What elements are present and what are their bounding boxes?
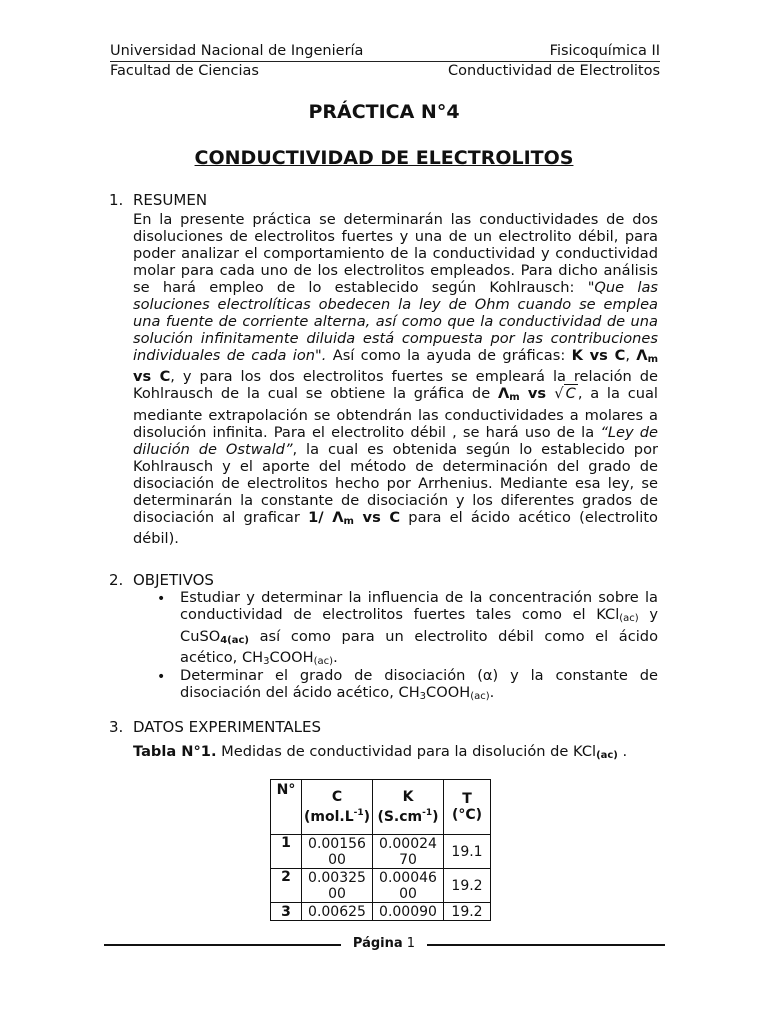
header-concentration: C $(mol.L^{-1})$ — [302, 780, 373, 835]
faculty-name: Facultad de Ciencias — [110, 63, 259, 79]
section-title: DATOS EXPERIMENTALES — [133, 718, 322, 736]
row-number: 1 — [271, 835, 302, 869]
cell-conductivity: 0.00024 70 — [373, 835, 444, 869]
cell-concentration: 0.00325 00 — [302, 869, 373, 903]
cell-temperature: 19.2 — [444, 903, 491, 921]
header-conductivity: K $(S.cm^{-1})$ — [373, 780, 444, 835]
conductivity-table — [270, 779, 491, 921]
university-name: Universidad Nacional de Ingeniería — [110, 43, 364, 59]
section-title: OBJETIVOS — [133, 571, 214, 589]
summary-paragraph: En la presente práctica se determinarán las conductividades de dos disoluciones de electrolitos fuertes y una de un electrolito débil, para poder analizar el comportamiento de la conductividad y conductividad molar para cada uno de los electrolitos empleados. Para dicho análisis se hará empleo de lo establecido según Kohlrausch: "Que las soluciones electrolíticas obedecen la ley de Ohm cuando se emplea una fuente de corriente alterna, así como que la conductividad de una solución infinitamente diluida está compuesta por las contribuciones individuales de cada ion". Así como la ayuda de gráficas: K vs C, $\Lambda_m$ vs C, y para los dos electrolitos fuertes se empleará la relación de Kohlrausch de la cual se obtiene la gráfica de $\Lambda_m$ vs √ C , a la cual mediante extrapolación se obtendrán las conductividades a molares a disolución infinita. Para el electrolito débil , se hará uso de la “Ley de dilución de Ostwald”, la cual es obtenida según lo establecido por Kohlrausch y el aporte del método de determinación del grado de disociación de electrolitos hecho por Arrhenius. Mediante esa ley, se determinarán la constante de disociación y los diferentes grados de disociación al graficar 1/ $\Lambda_m$ vs C para el ácido acético (electrolito débil). — [133, 211, 659, 547]
cell-concentration: 0.00156 00 — [302, 835, 373, 869]
bullet-icon: • — [157, 669, 166, 685]
cell-concentration: 0.00625 — [302, 903, 373, 921]
summary-text-4: , a la cual mediante extrapolación se obtendrán las conductividades a molares a disolución infinita. Para el electrolito débil , se hará uso de la — [133, 385, 658, 441]
objective-item-1: Estudiar y determinar la influencia de la concentración sobre la conductividad de electrolitos fuertes tales como el KCl$_{(ac)}$ y CuSO$_{4(ac)}$ así como para un electrolito débil como el ácido acético, $CH_3COOH_{(ac)}$. — [180, 589, 658, 667]
kohlrausch-quote: "Que las soluciones electrolíticas obedecen la ley de Ohm cuando se emplea una fuente de corriente alterna, así como que la conductividad de una solución infinitamente diluida está compuesta por las contribuciones individuales de cada ion". — [133, 279, 658, 365]
table-row — [271, 869, 491, 903]
section-number: 2. — [109, 571, 124, 589]
header-number: N° — [271, 780, 302, 835]
header-temperature: T (°C) — [444, 780, 491, 835]
summary-text-6: para el ácido acético (electrolito débil). — [133, 508, 658, 547]
course-name: Fisicoquímica II — [549, 43, 660, 59]
section-number: 1. — [109, 191, 124, 209]
footer-page-label: Página — [352, 936, 403, 951]
footer-page-number: 1 — [406, 936, 416, 951]
ostwald-law: “Ley de dilución de Ostwald” — [133, 423, 658, 458]
summary-text-5: , la cual es obtenida según lo establecido por Kohlrausch y el aporte del método de determinación del grado de disociación de electrolitos hecho por Arrhenius. Mediante esa ley, se determinarán la constante de disociación y los diferentes grados de disociación al graficar — [133, 440, 659, 526]
cell-temperature: 19.1 — [444, 835, 491, 869]
page-header-line-2 — [110, 63, 660, 81]
row-number: 3 — [271, 903, 302, 921]
document-title: CONDUCTIVIDAD DE ELECTROLITOS — [194, 147, 574, 169]
graph-inv-lm-vs-c: 1/ $\Lambda_m$ vs C — [308, 508, 401, 527]
section-title: RESUMEN — [133, 191, 208, 209]
table-header-row — [271, 780, 491, 835]
practice-title: PRÁCTICA N°4 — [308, 101, 460, 123]
graph-lm-vs-sqrtc: $\Lambda_m$ vs — [497, 385, 555, 404]
table-row — [271, 903, 491, 921]
table-row — [271, 835, 491, 869]
bullet-icon: • — [157, 591, 166, 607]
summary-text-1: En la presente práctica se determinarán las conductividades de dos disoluciones de electrolitos fuertes y una de un electrolito débil, para poder analizar el comportamiento de la conductividad y conductividad molar para cada uno de los electrolitos empleados. Para dicho análisis se hará empleo de lo establecido según Kohlrausch: — [133, 211, 658, 297]
objective-item-2: Determinar el grado de disociación (α) y la constante de disociación del ácido acético, $CH_3COOH_{(ac)}$. — [180, 667, 658, 703]
summary-text-3: , y para los dos electrolitos fuertes se empleará la relación de Kohlrausch de la cual se obtiene la gráfica de — [133, 368, 658, 403]
graph-lm-vs-c: $\Lambda_m$ vs C — [133, 347, 658, 386]
cell-conductivity: 0.00090 — [373, 903, 444, 921]
sqrt-symbol: √ C — [554, 385, 576, 403]
topic-name: Conductividad de Electrolitos — [448, 63, 660, 79]
row-number: 2 — [271, 869, 302, 903]
section-number: 3. — [109, 718, 124, 736]
page-footer — [0, 936, 768, 951]
page-header-line-1 — [110, 43, 660, 62]
table-caption: Tabla N°1. Medidas de conductividad para la disolución de KCl$_{(ac)}$ . — [133, 743, 628, 761]
table-caption-label: Tabla N°1. — [133, 743, 217, 760]
cell-temperature: 19.2 — [444, 869, 491, 903]
summary-text-2: Así como la ayuda de gráficas: — [326, 347, 572, 365]
graph-k-vs-c: K vs C — [571, 347, 626, 365]
cell-conductivity: 0.00046 00 — [373, 869, 444, 903]
